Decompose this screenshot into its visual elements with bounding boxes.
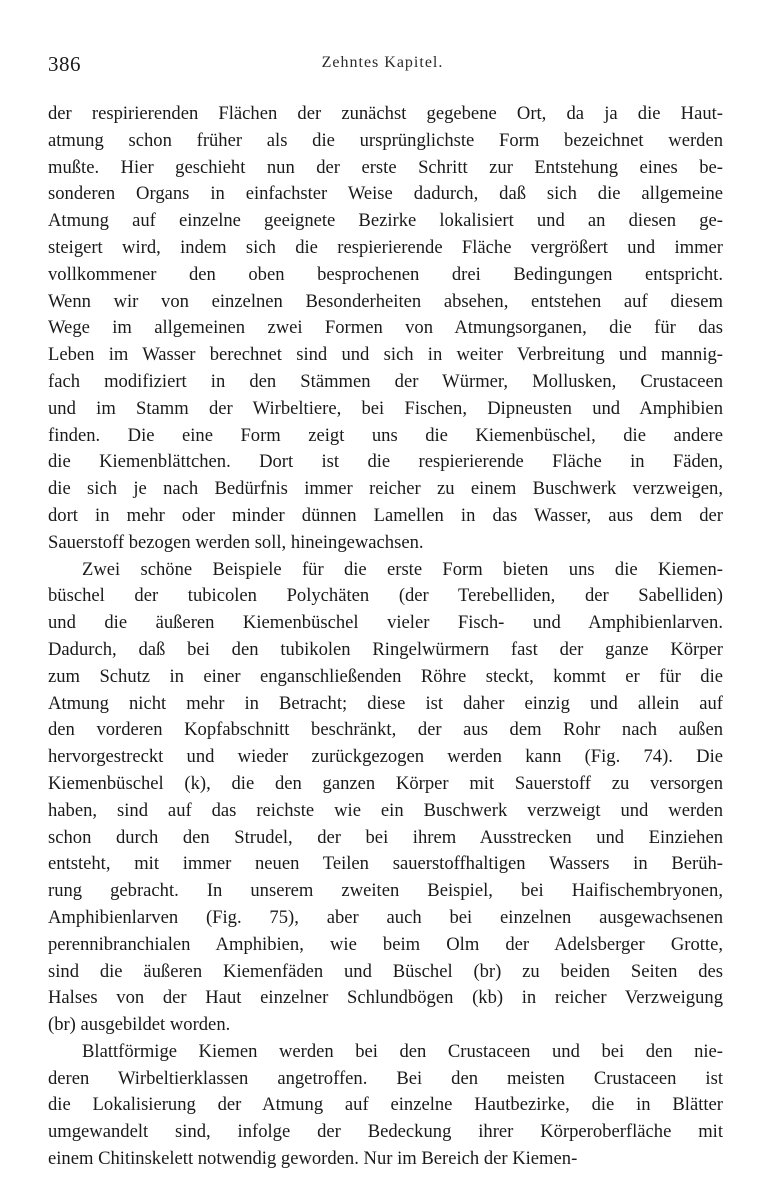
text-line: Sauerstoff bezogen werden soll, hineingewachsen. [48, 531, 424, 553]
text-line: (br) ausgebildet worden. [48, 1014, 231, 1036]
text-line: Atmung nicht mehr in Betracht; diese ist daher einzig und allein auf [48, 692, 723, 714]
text-line: umgewandelt sind, infolge der Bedeckung ihrer Körperoberfläche mit [48, 1121, 723, 1143]
text-line: deren Wirbeltierklassen angetroffen. Bei den meisten Crustaceen ist [48, 1067, 723, 1089]
text-line: die Lokalisierung der Atmung auf einzelne Hautbezirke, die in Blätter [48, 1094, 723, 1116]
text-line: Kiemenbüschel (k), die den ganzen Körper mit Sauerstoff zu versorgen [48, 772, 723, 794]
text-line: Atmung auf einzelne geeignete Bezirke lokalisiert und an diesen ge- [48, 210, 723, 232]
text-line: Leben im Wasser berechnet sind und sich in weiter Verbreitung und mannig- [48, 344, 723, 366]
paragraph [48, 1039, 723, 1173]
text-line: schon durch den Strudel, der bei ihrem Ausstrecken und Einziehen [48, 826, 723, 848]
text-line: perennibranchialen Amphibien, wie beim Olm der Adelsberger Grotte, [48, 933, 723, 955]
text-line: die sich je nach Bedürfnis immer reicher zu einem Buschwerk verzweigen, [48, 478, 723, 500]
text-line: entsteht, mit immer neuen Teilen sauerstoffhaltigen Wassers in Berüh- [48, 853, 723, 875]
text-line: vollkommener den oben besprochenen drei Bedingungen entspricht. [48, 263, 723, 285]
paragraph [48, 101, 723, 557]
text-line: atmung schon früher als die ursprünglichste Form bezeichnet werden [48, 129, 723, 151]
page-header [48, 52, 717, 82]
text-line: dort in mehr oder minder dünnen Lamellen in das Wasser, aus dem der [48, 504, 723, 526]
text-line: Wenn wir von einzelnen Besonderheiten absehen, entstehen auf diesem [48, 290, 723, 312]
text-line: sind die äußeren Kiemenfäden und Büschel (br) zu beiden Seiten des [48, 960, 723, 982]
text-line: rung gebracht. In unserem zweiten Beispiel, bei Haifischembryonen, [48, 880, 723, 902]
text-line: mußte. Hier geschieht nun der erste Schritt zur Entstehung eines be- [48, 156, 723, 178]
page-number: 386 [48, 52, 81, 76]
text-line: Zwei schöne Beispiele für die erste Form bieten uns die Kiemen- [82, 558, 723, 580]
body-text [48, 101, 723, 1173]
text-line: die Kiemenblättchen. Dort ist die respierierende Fläche in Fäden, [48, 451, 723, 473]
text-line: und die äußeren Kiemenbüschel vieler Fisch- und Amphibienlarven. [48, 612, 723, 634]
paragraph [48, 557, 723, 1039]
text-line: sonderen Organs in einfachster Weise dadurch, daß sich die allgemeine [48, 183, 723, 205]
text-line: und im Stamm der Wirbeltiere, bei Fischen, Dipneusten und Amphibien [48, 397, 723, 419]
text-line: Halses von der Haut einzelner Schlundbögen (kb) in reicher Verzweigung [48, 987, 723, 1009]
text-line: steigert wird, indem sich die respierierende Fläche vergrößert und immer [48, 236, 723, 258]
text-line: haben, sind auf das reichste wie ein Buschwerk verzweigt und werden [48, 799, 723, 821]
text-line: Blattförmige Kiemen werden bei den Crustaceen und bei den nie- [82, 1040, 723, 1062]
text-line: zum Schutz in einer enganschließenden Röhre steckt, kommt er für die [48, 665, 723, 687]
running-head: Zehntes Kapitel. [321, 54, 444, 71]
text-line: hervorgestreckt und wieder zurückgezogen werden kann (Fig. 74). Die [48, 746, 723, 768]
text-line: finden. Die eine Form zeigt uns die Kiemenbüschel, die andere [48, 424, 723, 446]
text-line: Wege im allgemeinen zwei Formen von Atmungsorganen, die für das [48, 317, 723, 339]
text-line: einem Chitinskelett notwendig geworden. Nur im Bereich der Kiemen- [48, 1148, 578, 1170]
text-line: den vorderen Kopfabschnitt beschränkt, der aus dem Rohr nach außen [48, 719, 723, 741]
text-line: büschel der tubicolen Polychäten (der Terebelliden, der Sabelliden) [48, 585, 723, 607]
text-line: Amphibienlarven (Fig. 75), aber auch bei einzelnen ausgewachsenen [48, 906, 723, 928]
text-line: Dadurch, daß bei den tubikolen Ringelwürmern fast der ganze Körper [48, 638, 723, 660]
text-line: fach modifiziert in den Stämmen der Würmer, Mollusken, Crustaceen [48, 370, 723, 392]
text-line: der respirierenden Flächen der zunächst gegebene Ort, da ja die Haut- [48, 103, 723, 124]
